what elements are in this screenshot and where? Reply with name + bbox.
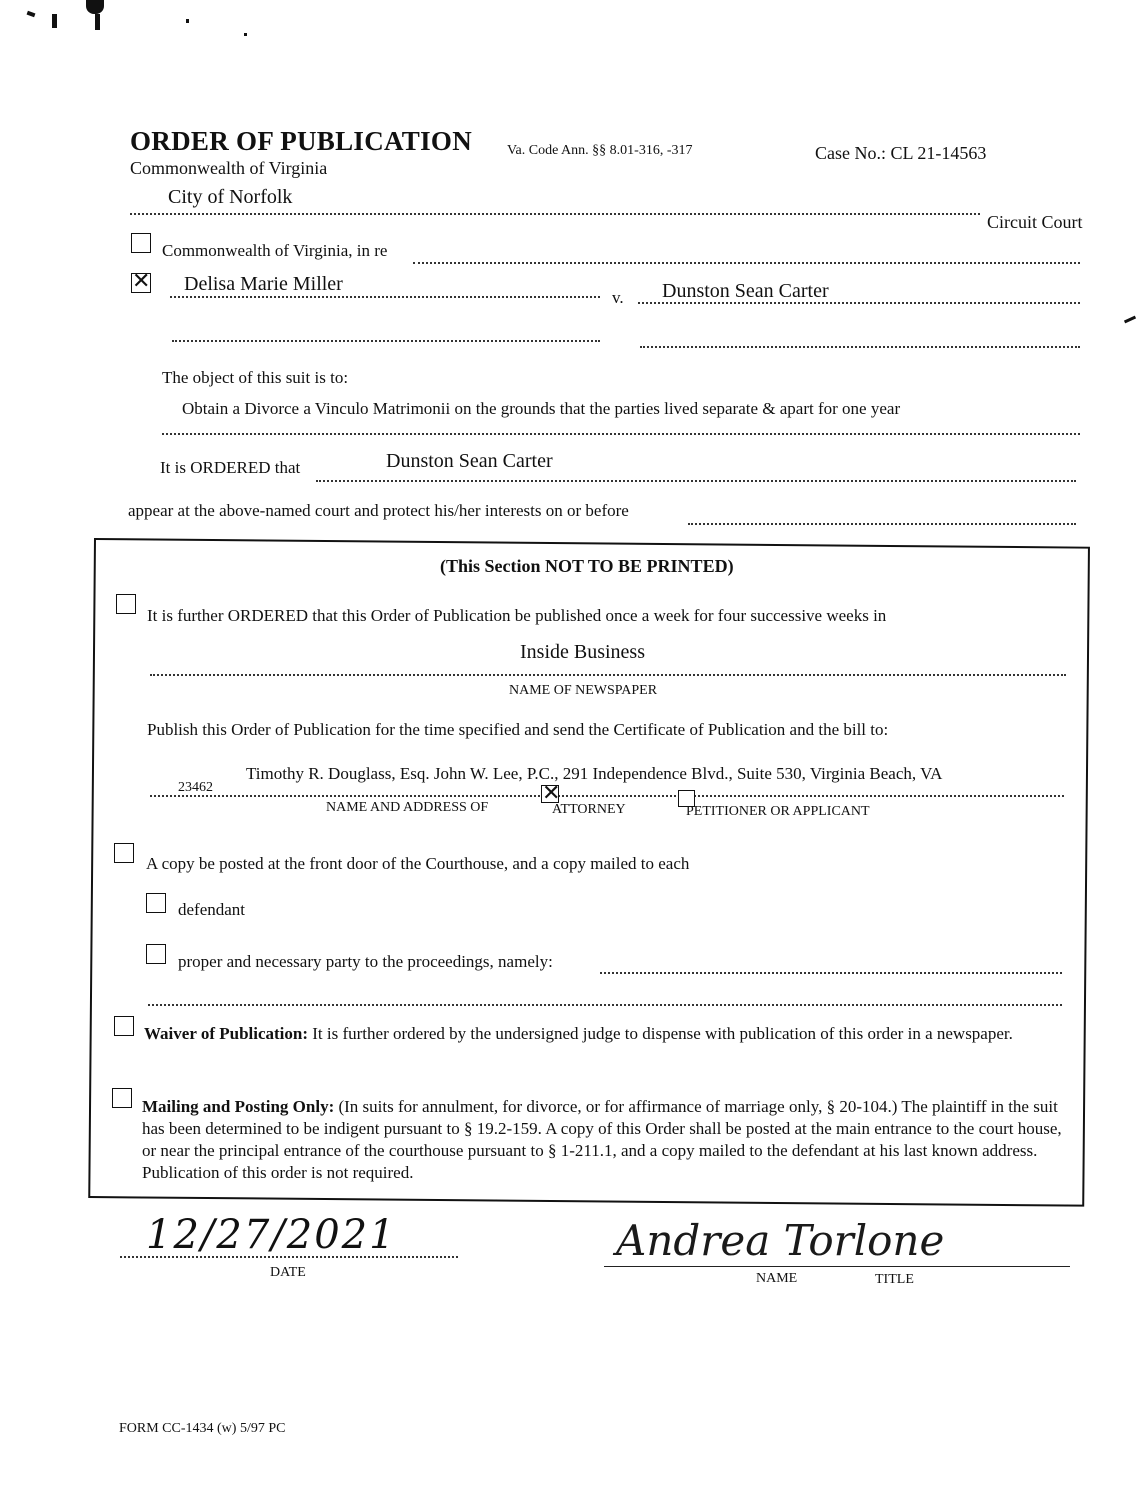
appear-text: appear at the above-named court and protect his/her interests on or before <box>128 501 629 520</box>
date-dotted-line <box>120 1256 458 1258</box>
ordered-party-value[interactable]: Dunston Sean Carter <box>386 450 553 472</box>
petitioner-label: PETITIONER OR APPLICANT <box>686 804 870 819</box>
section-heading: (This Section NOT TO BE PRINTED) <box>440 556 734 576</box>
scan-speck <box>52 14 57 28</box>
scan-speck <box>86 0 104 14</box>
versus-label: v. <box>612 288 624 307</box>
signature-line <box>604 1266 1070 1267</box>
scan-speck <box>244 33 247 36</box>
plaintiff-name[interactable]: Delisa Marie Miller <box>184 273 343 295</box>
defendant-dotted-line <box>638 302 1080 304</box>
proper-party-dotted-line <box>600 972 1062 974</box>
posted-text: A copy be posted at the front door of the Courthouse, and a copy mailed to each <box>146 854 690 873</box>
attorney-checkbox[interactable] <box>541 785 559 803</box>
date-value[interactable]: 12/27/2021 <box>146 1212 397 1258</box>
commonwealth-dotted-line <box>413 262 1080 264</box>
newspaper-label: NAME OF NEWSPAPER <box>509 683 658 698</box>
name-label: NAME <box>756 1271 798 1286</box>
object-value[interactable]: Obtain a Divorce a Vinculo Matrimonii on the grounds that the parties lived separate & apart for one year <box>182 399 901 418</box>
circuit-court-label: Circuit Court <box>987 212 1083 232</box>
va-code-reference: Va. Code Ann. §§ 8.01-316, -317 <box>507 143 693 158</box>
mailing-checkbox[interactable] <box>112 1088 132 1108</box>
waiver-heading: Waiver of Publication: <box>144 1024 309 1043</box>
signature[interactable]: Andrea Torlone <box>616 1216 945 1265</box>
attorney-address-line1[interactable]: Timothy R. Douglass, Esq. John W. Lee, P.C., 291 Independence Blvd., Suite 530, Virginia Beach, VA <box>246 764 943 783</box>
scan-speck <box>95 14 100 30</box>
form-number: FORM CC-1434 (w) 5/97 PC <box>119 1421 286 1436</box>
defendant-extra-dotted-line <box>640 346 1080 348</box>
appear-dotted-line <box>688 523 1076 525</box>
title-label: TITLE <box>875 1272 914 1287</box>
scan-speck <box>27 11 36 17</box>
attorney-dotted-line <box>150 795 1064 797</box>
waiver-text: It is further ordered by the undersigned judge to dispense with publication of this order in a newspaper. <box>312 1024 1013 1043</box>
form-title: ORDER OF PUBLICATION <box>130 126 473 156</box>
city-value[interactable]: City of Norfolk <box>168 186 293 208</box>
waiver-checkbox[interactable] <box>114 1016 134 1036</box>
publish-checkbox[interactable] <box>116 594 136 614</box>
commonwealth-label: Commonwealth of Virginia, in re <box>162 241 388 260</box>
proper-party-label: proper and necessary party to the proceedings, namely: <box>178 952 553 971</box>
attorney-address-line2[interactable]: 23462 <box>178 780 213 795</box>
defendant-checkbox[interactable] <box>146 893 166 913</box>
scan-speck <box>186 19 189 23</box>
parties-checkbox[interactable] <box>131 273 151 293</box>
defendant-name[interactable]: Dunston Sean Carter <box>662 280 829 302</box>
ordered-dotted-line <box>316 480 1076 482</box>
proper-party-checkbox[interactable] <box>146 944 166 964</box>
mailing-text: (In suits for annulment, for divorce, or for affirmance of marriage only, § 20-104.) The plaintiff in the suit has been determined to be indigent pursuant to § 19.2-159. A copy of this Order shall be posted at the main entrance to the court house, or near the principal entrance of the courthouse pursuant to § 1-211.1, and a copy mailed to the defendant at his last known address. Publication of this order is not required. <box>142 1097 1062 1182</box>
posted-checkbox[interactable] <box>114 843 134 863</box>
scan-speck <box>1124 316 1136 324</box>
name-address-label: NAME AND ADDRESS OF <box>326 800 489 815</box>
mailing-paragraph <box>142 1096 1076 1184</box>
object-dotted-line <box>162 433 1080 435</box>
attorney-label: ATTORNEY <box>552 802 626 817</box>
date-label: DATE <box>270 1265 306 1280</box>
plaintiff-extra-dotted-line <box>172 340 600 342</box>
court-dotted-line <box>130 213 980 215</box>
ordered-label: It is ORDERED that <box>160 458 301 477</box>
commonwealth-checkbox[interactable] <box>131 233 151 253</box>
waiver-paragraph <box>144 1024 1044 1043</box>
publish-order-text: It is further ORDERED that this Order of Publication be published once a week for four successive weeks in <box>147 606 887 625</box>
case-number: Case No.: CL 21-14563 <box>815 143 987 163</box>
proper-party-dotted-line-2 <box>148 1004 1062 1006</box>
newspaper-dotted-line <box>150 674 1066 676</box>
object-label: The object of this suit is to: <box>162 368 349 387</box>
form-subtitle: Commonwealth of Virginia <box>130 158 328 178</box>
mailing-heading: Mailing and Posting Only: <box>142 1097 335 1116</box>
plaintiff-dotted-line <box>170 296 600 298</box>
send-to-text: Publish this Order of Publication for the time specified and send the Certificate of Publication and the bill to: <box>147 720 889 739</box>
newspaper-value[interactable]: Inside Business <box>520 641 645 663</box>
defendant-label: defendant <box>178 900 246 919</box>
